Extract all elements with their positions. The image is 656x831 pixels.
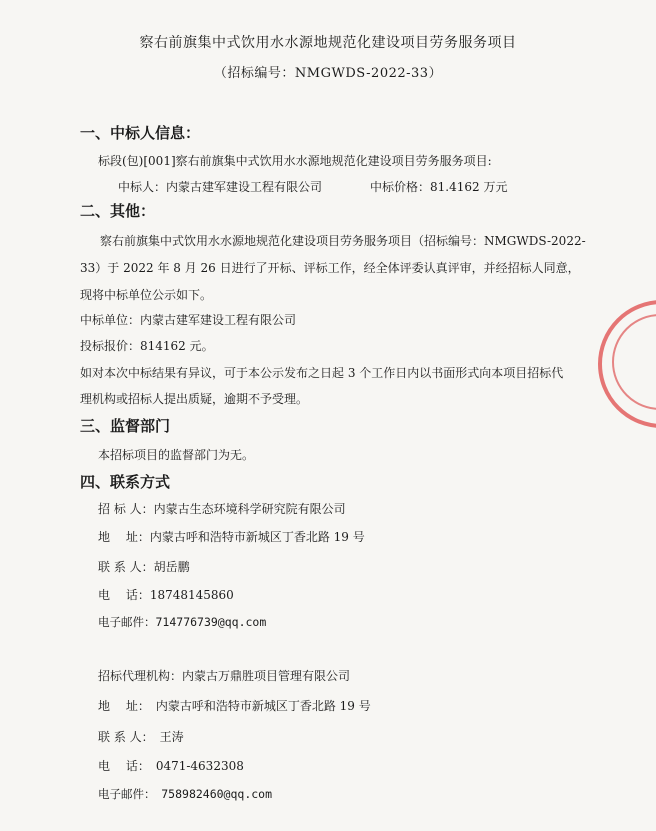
winning-unit: 中标单位：内蒙古建军建设工程有限公司 bbox=[80, 313, 297, 327]
section-contact-heading: 四、联系方式 bbox=[80, 473, 171, 491]
objection-line-1: 如对本次中标结果有异议，可于本公示发布之日起 3 个工作日内以书面形式向本项目招标代 bbox=[80, 366, 564, 380]
tender-number: （招标编号：NMGWDS-2022-33） bbox=[213, 66, 443, 81]
tenderer-phone: 电 话：18748145860 bbox=[98, 588, 234, 602]
other-paragraph-line-3: 现将中标单位公示如下。 bbox=[80, 288, 213, 302]
tenderer-email: 电子邮件：714776739@qq.com bbox=[98, 615, 267, 629]
tenderer-contact: 联 系 人：胡岳鹏 bbox=[98, 560, 190, 574]
tenderer-name: 招 标 人：内蒙古生态环境科学研究院有限公司 bbox=[98, 502, 346, 516]
section-winner-heading: 一、中标人信息： bbox=[80, 124, 201, 142]
other-paragraph-line-1: 察右前旗集中式饮用水水源地规范化建设项目劳务服务项目（招标编号：NMGWDS-2022- bbox=[100, 234, 586, 248]
official-seal-stamp bbox=[598, 300, 656, 428]
agency-contact: 联 系 人： 王涛 bbox=[98, 730, 184, 744]
other-paragraph-line-2: 33）于 2022 年 8 月 26 日进行了开标、评标工作，经全体评委认真评审，并经招标人同意， bbox=[80, 261, 580, 275]
winner-name: 中标人：内蒙古建军建设工程有限公司 bbox=[118, 180, 323, 194]
agency-phone: 电 话： 0471-4632308 bbox=[98, 759, 244, 773]
section-supervision-heading: 三、监督部门 bbox=[80, 417, 171, 435]
supervision-text: 本招标项目的监督部门为无。 bbox=[98, 448, 255, 462]
agency-name: 招标代理机构：内蒙古万鼎胜项目管理有限公司 bbox=[98, 669, 351, 683]
document-title: 察右前旗集中式饮用水水源地规范化建设项目劳务服务项目 bbox=[139, 35, 517, 51]
seal-inner-ring bbox=[612, 314, 656, 410]
agency-address: 地 址： 内蒙古呼和浩特市新城区丁香北路 19 号 bbox=[98, 699, 371, 713]
agency-email: 电子邮件： 758982460@qq.com bbox=[98, 787, 273, 801]
objection-line-2: 理机构或招标人提出质疑，逾期不予受理。 bbox=[80, 392, 309, 406]
lot-line: 标段(包)[001]察右前旗集中式饮用水水源地规范化建设项目劳务服务项目: bbox=[98, 154, 492, 168]
winner-price: 中标价格：81.4162 万元 bbox=[370, 180, 508, 194]
bid-price: 投标报价：814162 元。 bbox=[80, 339, 214, 353]
tenderer-address: 地 址：内蒙古呼和浩特市新城区丁香北路 19 号 bbox=[98, 530, 365, 544]
section-other-heading: 二、其他： bbox=[80, 202, 156, 220]
